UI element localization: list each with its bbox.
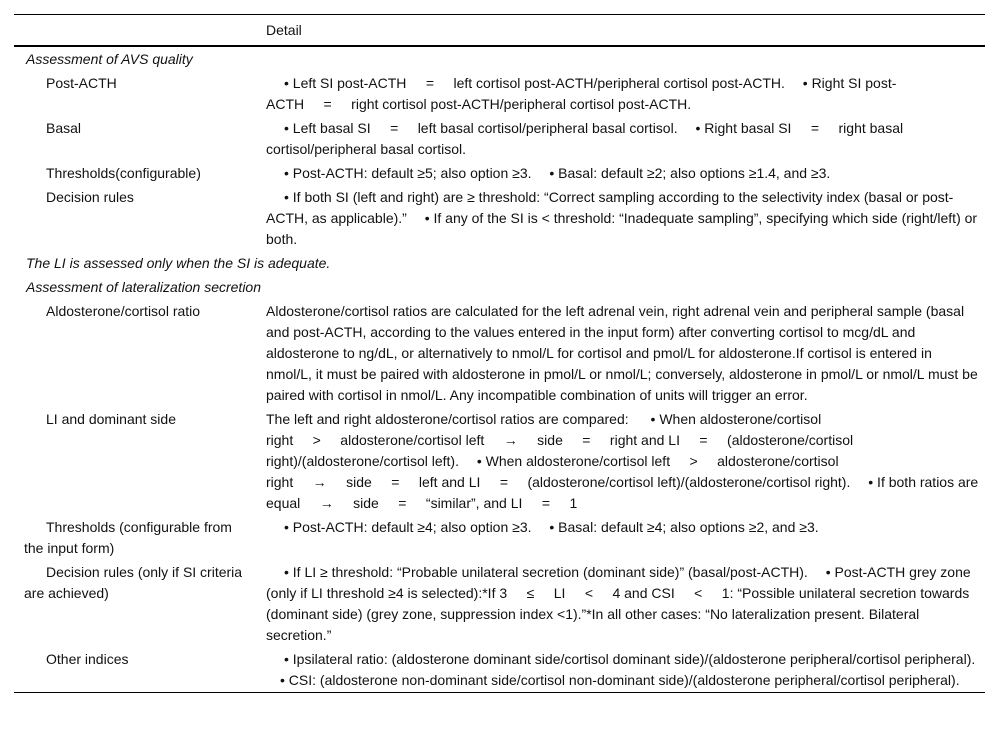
bullet-text: • CSI: (aldosterone non-dominant side/cortisol non-dominant side)/(aldosterone peripheral/cortisol peripheral).: [280, 672, 960, 688]
detail-intro: The left and right aldosterone/cortisol ratios are compared:: [266, 411, 629, 427]
table-row: [14, 116, 985, 161]
section-avs-quality: Assessment of AVS quality: [26, 51, 193, 67]
section-li-note: The LI is assessed only when the SI is adequate.: [26, 255, 331, 271]
bullet-text: • If both SI (left and right) are ≥ threshold: “Correct sampling according to the selectivity index (basal or post-ACTH, as applicable).”: [266, 189, 954, 226]
section-lateralization: Assessment of lateralization secretion: [26, 279, 261, 295]
bullet-text: • Ipsilateral ratio: (aldosterone dominant side/cortisol dominant side)/(aldosterone peripheral/cortisol peripheral).: [284, 651, 976, 667]
row-label: Decision rules (only if SI criteria are achieved): [24, 564, 243, 601]
bullet-text: • Post-ACTH grey zone (only if LI threshold ≥4 is selected):*If 3 ≤ LI < 4 and CSI < 1: “Possible unilateral secretion towards (dominant side) (grey zone, suppression index <1).”*In all other cases: “No lateralization present. Bilateral secretion.”: [266, 564, 971, 643]
row-detail: [258, 515, 985, 560]
table-row: [14, 299, 985, 407]
row-label: Other indices: [46, 651, 129, 667]
bullet-text: • Basal: default ≥4; also options ≥2, and ≥3.: [549, 519, 819, 535]
row-detail: [258, 647, 985, 693]
row-label: Basal: [46, 120, 82, 136]
header-detail: Detail: [266, 22, 302, 38]
bullet-text: • Right SI post-ACTH = right cortisol post-ACTH/peripheral cortisol post-ACTH.: [266, 75, 897, 112]
avs-table-container: [14, 14, 985, 693]
table-row: [14, 161, 985, 185]
bullet-text: • If both ratios are equal → side = “similar”, and LI = 1: [266, 474, 979, 511]
avs-criteria-table: [14, 14, 985, 693]
section-row: [14, 251, 985, 275]
bullet-text: • If LI ≥ threshold: “Probable unilateral secretion (dominant side)” (basal/post-ACTH).: [284, 564, 808, 580]
bullet-text: • Post-ACTH: default ≥4; also option ≥3.: [284, 519, 532, 535]
row-detail: [258, 116, 985, 161]
bullet-text: • Right basal SI = right basal cortisol/peripheral basal cortisol.: [266, 120, 904, 157]
bullet-text: • Left basal SI = left basal cortisol/peripheral basal cortisol.: [284, 120, 678, 136]
row-detail: [258, 560, 985, 647]
table-row: [14, 407, 985, 515]
table-row: [14, 647, 985, 693]
bullet-text: • Left SI post-ACTH = left cortisol post-ACTH/peripheral cortisol post-ACTH.: [284, 75, 785, 91]
section-row: [14, 275, 985, 299]
row-label: Aldosterone/cortisol ratio: [46, 303, 201, 319]
bullet-text: • If any of the SI is < threshold: “Inadequate sampling”, specifying which side (right/left) or both.: [266, 210, 978, 247]
row-detail: [258, 71, 985, 116]
section-row: [14, 46, 985, 71]
row-detail: Aldosterone/cortisol ratios are calculated for the left adrenal vein, right adrenal vein and peripheral sample (basal and post-ACTH, according to the values entered in the input form) after converting cortisol to mcg/dL and aldosterone to ng/dL, or alternatively to nmol/L for cortisol and pmol/L for aldosterone.If cortisol is entered in nmol/L, it must be paired with aldosterone in pmol/L or nmol/L; conversely, aldosterone in pmol/L or nmol/L must be paired with cortisol in nmol/L. Any incompatible combination of units will trigger an error.: [266, 303, 978, 403]
row-label: Thresholds (configurable from the input form): [24, 519, 232, 556]
row-label: Post-ACTH: [46, 75, 117, 91]
header-row: [14, 15, 985, 47]
bullet-text: • When aldosterone/cortisol right > aldosterone/cortisol left → side = right and LI = (aldosterone/cortisol right)/(aldosterone/cortisol left).: [266, 411, 854, 469]
row-detail: [258, 161, 985, 185]
bullet-text: • Basal: default ≥2; also options ≥1.4, and ≥3.: [549, 165, 831, 181]
row-detail: [258, 407, 985, 515]
table-row: [14, 515, 985, 560]
row-label: Decision rules: [46, 189, 134, 205]
bullet-text: • Post-ACTH: default ≥5; also option ≥3.: [284, 165, 532, 181]
row-detail: [258, 185, 985, 251]
header-col1: [14, 15, 258, 47]
bullet-text: • When aldosterone/cortisol left > aldosterone/cortisol right → side = left and LI = (aldosterone/cortisol left)/(aldosterone/cortisol right).: [266, 453, 851, 490]
table-row: [14, 185, 985, 251]
row-label: LI and dominant side: [46, 411, 176, 427]
table-row: [14, 71, 985, 116]
row-label: Thresholds(configurable): [46, 165, 201, 181]
table-row: [14, 560, 985, 647]
